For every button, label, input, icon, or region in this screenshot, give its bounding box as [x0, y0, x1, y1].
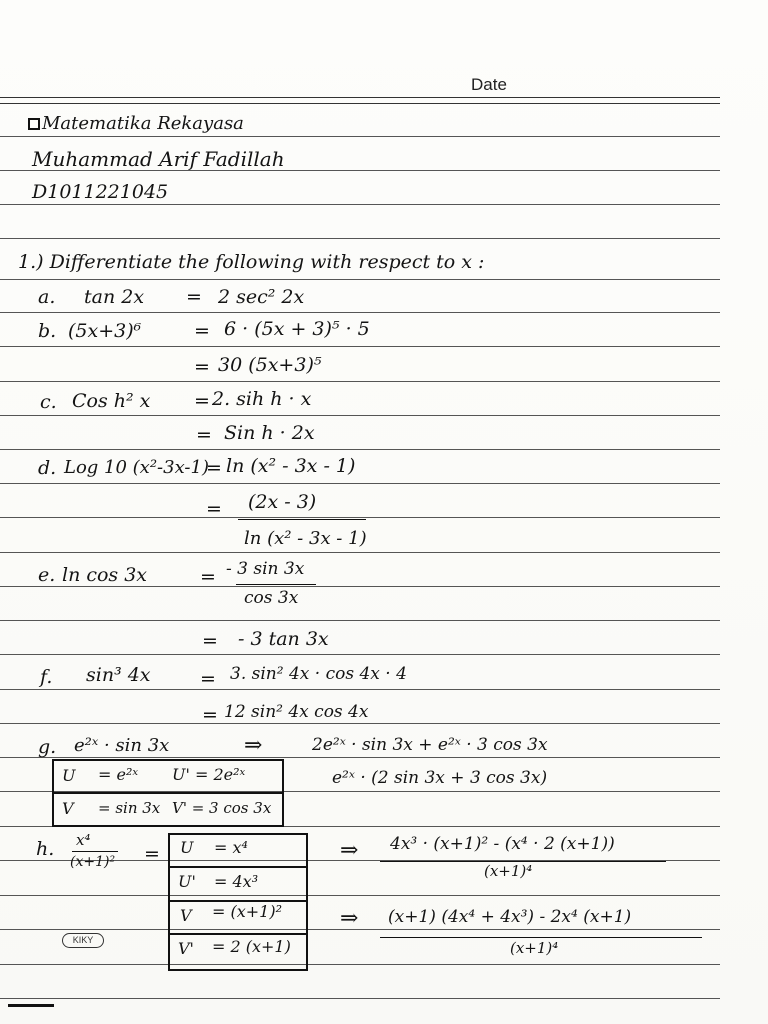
- rule-line: [0, 895, 720, 896]
- problem-c-expr: Cos h² x: [72, 390, 151, 412]
- problem-a-result: 2 sec² 2x: [218, 286, 305, 308]
- rule-line: [0, 964, 720, 965]
- rule-line: [0, 312, 720, 313]
- problem-g-v-var: V: [62, 799, 74, 818]
- problem-h-du-var: U': [178, 872, 196, 891]
- problem-d-label: d.: [38, 457, 57, 479]
- problem-c-step2: Sin h · 2x: [224, 422, 315, 444]
- problem-c-step1: 2. sih h · x: [212, 388, 312, 410]
- rule-line: [0, 449, 720, 450]
- problem-e-step2: - 3 tan 3x: [238, 628, 329, 650]
- problem-h-arrow-1: ⇒: [340, 838, 359, 863]
- problem-g-step2: e²ˣ · (2 sin 3x + 3 cos 3x): [332, 768, 548, 788]
- problem-h-eq: =: [144, 843, 160, 865]
- rule-line: [0, 238, 720, 239]
- problem-h-denom: (x+1)²: [70, 854, 116, 870]
- rule-line: [0, 723, 720, 724]
- problem-h-dv-val: = 2 (x+1): [212, 937, 291, 956]
- problem-d-fraction-bar: [238, 519, 366, 520]
- question-text: 1.) Differentiate the following with respect to x :: [18, 251, 485, 273]
- course-title: Matematika Rekayasa: [42, 113, 244, 134]
- bottom-mark: [8, 1004, 54, 1007]
- rule-line: [0, 517, 720, 518]
- problem-c-eq: =: [194, 390, 210, 412]
- bullet-square-icon: [28, 118, 40, 130]
- rule-line: [0, 620, 720, 621]
- problem-g-step1: 2e²ˣ · sin 3x + e²ˣ · 3 cos 3x: [312, 735, 548, 755]
- student-name: Muhammad Arif Fadillah: [32, 147, 285, 171]
- problem-d-eq: =: [206, 457, 222, 479]
- problem-e-expr: ln cos 3x: [62, 564, 148, 586]
- problem-e-label: e.: [38, 564, 56, 586]
- rule-line: [0, 97, 720, 98]
- problem-h-numer: x⁴: [76, 831, 91, 849]
- problem-b-label: b.: [38, 320, 57, 342]
- problem-f-eq2: =: [202, 704, 218, 726]
- problem-h-dv-var: V': [178, 939, 194, 958]
- problem-g-u-var: U: [62, 766, 76, 785]
- problem-h-arrow-2: ⇒: [340, 906, 359, 931]
- problem-b-expr: (5x+3)⁶: [68, 320, 142, 342]
- problem-b-eq: =: [194, 320, 210, 342]
- date-label: Date: [471, 75, 507, 94]
- problem-g-v-deriv: V' = 3 cos 3x: [172, 799, 272, 817]
- problem-d-eq2: =: [206, 498, 222, 520]
- rule-line: [0, 136, 720, 137]
- problem-g-u-deriv: U' = 2e²ˣ: [172, 765, 246, 784]
- problem-b-eq2: =: [194, 356, 210, 378]
- problem-h-u-var: U: [180, 838, 194, 857]
- kiky-stamp: KIKY: [62, 933, 104, 948]
- rule-line: [0, 757, 720, 758]
- problem-f-step2: 12 sin² 4x cos 4x: [224, 702, 369, 722]
- rule-line: [0, 483, 720, 484]
- problem-g-arrow: ⇒: [244, 733, 263, 758]
- rule-line: [0, 998, 720, 999]
- problem-h-v-val: = (x+1)²: [212, 902, 282, 921]
- rule-line: [0, 552, 720, 553]
- rule-line: [0, 689, 720, 690]
- problem-h-step2-numer: (x+1) (4x⁴ + 4x³) - 2x⁴ (x+1): [388, 907, 632, 927]
- problem-g-label: g.: [38, 736, 57, 758]
- rule-line: [0, 204, 720, 205]
- rule-line: [0, 279, 720, 280]
- problem-b-step2: 30 (5x+3)⁵: [218, 354, 322, 376]
- rule-line: [0, 346, 720, 347]
- problem-h-v-var: V: [180, 906, 192, 925]
- problem-e-eq: =: [200, 566, 216, 588]
- problem-h-step2-denom: (x+1)⁴: [510, 939, 559, 957]
- problem-a-eq: =: [186, 286, 202, 308]
- problem-f-eq: =: [200, 668, 216, 690]
- problem-a-label: a.: [38, 286, 56, 308]
- rule-line: [0, 654, 720, 655]
- problem-d-expr: Log 10 (x²-3x-1): [64, 457, 209, 478]
- course-title-row: [28, 115, 244, 133]
- problem-c-eq2: =: [196, 424, 212, 446]
- problem-g-table-divider: [52, 792, 282, 794]
- problem-e-eq2: =: [202, 630, 218, 652]
- problem-b-step1: 6 · (5x + 3)⁵ · 5: [224, 318, 370, 340]
- problem-h-step1-numer: 4x³ · (x+1)² - (x⁴ · 2 (x+1)): [390, 834, 615, 854]
- problem-d-denominator: ln (x² - 3x - 1): [244, 528, 367, 549]
- rule-line: [0, 103, 720, 104]
- problem-a-expr: tan 2x: [84, 286, 145, 308]
- rule-line: [0, 381, 720, 382]
- problem-h-u-val: = x⁴: [214, 838, 248, 857]
- problem-h-label: h.: [36, 838, 55, 860]
- problem-h-step1-denom: (x+1)⁴: [484, 862, 533, 880]
- problem-h-step2-fraction-bar: [380, 937, 702, 938]
- rule-line: [0, 586, 720, 587]
- problem-d-numerator: (2x - 3): [248, 491, 317, 513]
- rule-line: [0, 929, 720, 930]
- problem-h-table-divider: [168, 866, 306, 868]
- problem-c-label: c.: [40, 391, 57, 413]
- problem-g-u-val: = e²ˣ: [98, 765, 139, 784]
- problem-h-du-val: = 4x³: [214, 872, 259, 891]
- problem-f-label: f.: [40, 666, 53, 688]
- problem-f-step1: 3. sin² 4x · cos 4x · 4: [230, 664, 407, 684]
- problem-e-numerator: - 3 sin 3x: [226, 559, 305, 579]
- problem-e-fraction-bar: [236, 584, 316, 585]
- problem-h-table-divider: [168, 933, 306, 935]
- problem-d-step1: ln (x² - 3x - 1): [226, 455, 356, 477]
- rule-line: [0, 415, 720, 416]
- problem-g-v-val: = sin 3x: [98, 799, 161, 817]
- problem-f-expr: sin³ 4x: [86, 664, 151, 686]
- problem-g-expr: e²ˣ · sin 3x: [74, 735, 170, 756]
- student-id: D1011221045: [32, 181, 169, 203]
- problem-e-denominator: cos 3x: [244, 588, 299, 608]
- problem-h-fraction-bar: [72, 851, 118, 852]
